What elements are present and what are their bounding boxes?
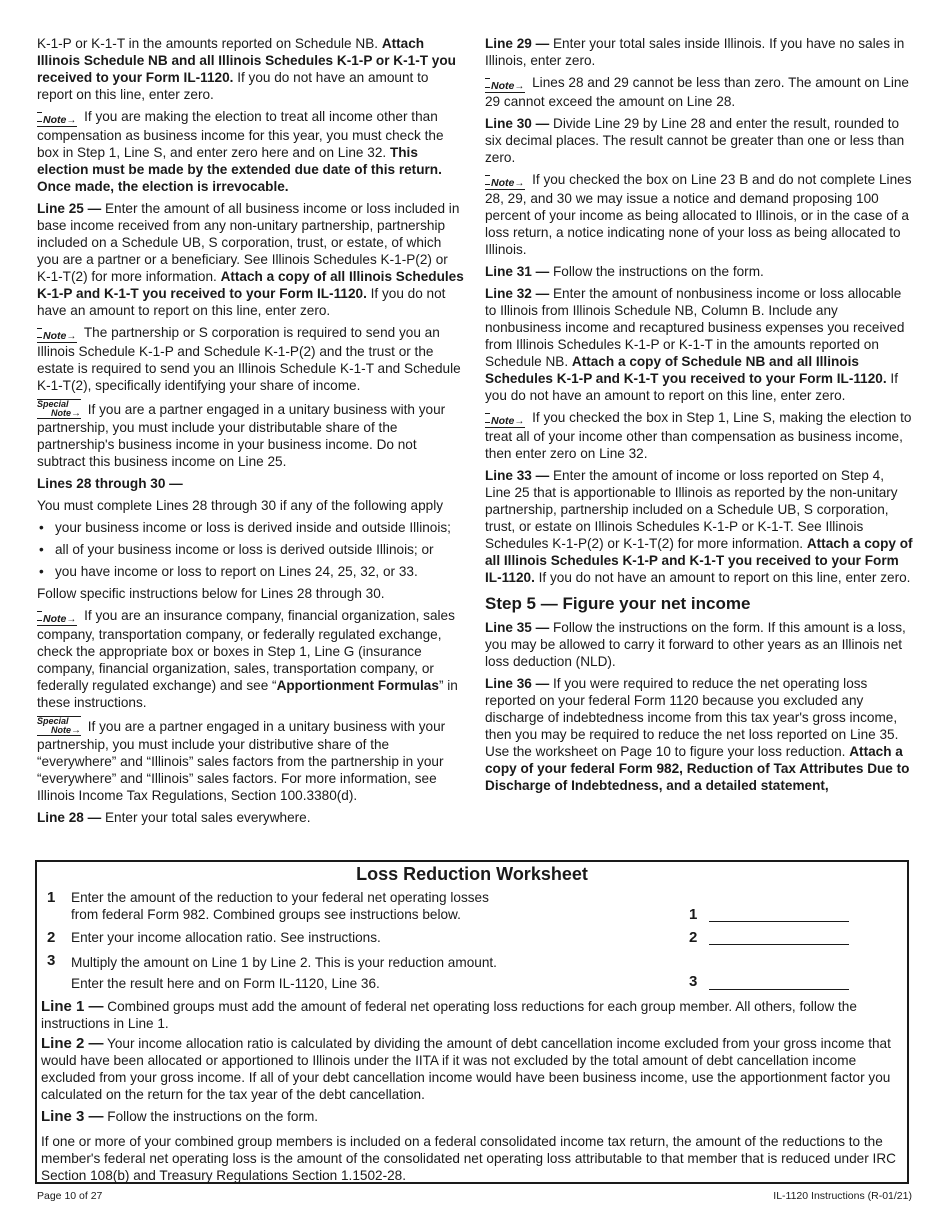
note-lines-28-29: Note→ Lines 28 and 29 cannot be less than zero. The amount on Line 29 cannot exceed the amount on Line 28. [485, 75, 909, 109]
lines-28-30-heading: Lines 28 through 30 — [37, 476, 183, 491]
paragraph-schedule-nb: K-1-P or K-1-T in the amounts reported on Schedule NB. Attach Illinois Schedule NB and all Illinois Schedules K-1-P or K-1-T you received to your Form IL-1120. If you do not have an amount to report on this line, enter zero. [37, 36, 456, 102]
note-insurance: Note→ If you are an insurance company, financial organization, sales company, transportation company, or federally regulated exchange, check the appropriate box or boxes in Step 1, Line G (insurance company, financial organization, sales, transportation company, or federally regulated exchange) and see “Apportionment Formulas” in these instructions. [37, 608, 458, 710]
worksheet-line-1-note: Line 1 — Combined groups must add the amount of federal net operating loss reductions for each group member. All others, follow the instructions in Line 1. [41, 998, 857, 1031]
special-note-icon: Special Note→ [37, 399, 81, 419]
worksheet-title: Loss Reduction Worksheet [356, 864, 588, 884]
form-revision: IL-1120 Instructions (R-01/21) [773, 1190, 912, 1202]
line-31-instructions: Line 31 — Follow the instructions on the form. [485, 264, 764, 279]
bullet-list [37, 519, 465, 580]
line-33-instructions: Line 33 — Enter the amount of income or loss reported on Step 4, Line 25 that is apportionable to Illinois as reported by the non-unitary partnership, partnership included on a Schedule UB, S corporation, trust, or estate on Illinois Schedules K-1-P or K-1-T. See Illinois Schedules K-1-P(2) or K-1-T(2) for more information. Attach a copy of all Illinois Schedules K-1-P and K-1-T you received to your Form IL-1120. If you do not have an amount to report on this line, enter zero. [485, 468, 913, 585]
left-column [37, 35, 465, 831]
page-number: Page 10 of 27 [37, 1190, 103, 1202]
step-5-heading: Step 5 — Figure your net income [485, 594, 751, 613]
list-item: • you have income or loss to report on Lines 24, 25, 32, or 33. [37, 563, 465, 580]
special-note-unitary: Special Note→ If you are a partner engaged in a unitary business with your partnership, you must include your distributable share of the partnership's business income in your business income. Do not subtract this business income on Line 25. [37, 399, 446, 469]
note-line-s: Note→ If you checked the box in Step 1, Line S, making the election to treat all of your income other than compensation as business income, then enter zero on Line 32. [485, 410, 912, 461]
worksheet-line-2-note: Line 2 — Your income allocation ratio is calculated by dividing the amount of debt cancellation income excluded from your gross income that would have been allocated or apportioned to Illinois under the IITA if it was not excluded by the total amount of debt cancellation income excluded from your gross income. If all of your debt cancellation income would have been business income, use the apportionment factor you calculated on the return for the tax year of the debt cancellation. [41, 1035, 891, 1102]
note-icon: Note→ [37, 113, 77, 127]
note-partnership: Note→ The partnership or S corporation is required to send you an Illinois Schedule K-1-P and Schedule K-1-P(2) and the trust or the estate is required to send you an Illinois Schedule K-1-T and Schedule K-1-T(2), specifically identifying your share of income. [37, 325, 461, 393]
line-35-instructions: Line 35 — Follow the instructions on the form. If this amount is a loss, you may be allowed to carry it forward to other years as an Illinois net loss deduction (NLD). [485, 620, 906, 669]
line-29-instructions: Line 29 — Enter your total sales inside Illinois. If you have no sales in Illinois, enter zero. [485, 36, 905, 68]
follow-instructions: Follow specific instructions below for Lines 28 through 30. [37, 586, 385, 601]
list-item: • your business income or loss is derived inside and outside Illinois; [37, 519, 465, 536]
line-3-input[interactable] [709, 989, 849, 990]
worksheet-combined-group-note: If one or more of your combined group members is included on a federal consolidated income tax return, the amount of the reductions to the member's federal net operating loss is the amount of the consolidated net operating loss attributable to that member that is reduced under IRC Section 108(b) and Treasury Regulations Section 1.1502-28. [41, 1134, 896, 1183]
note-icon: Note→ [485, 79, 525, 93]
loss-reduction-worksheet: Loss Reduction Worksheet 1 Enter the amount of the reduction to your federal net operating losses from federal Form 982. Combined groups see instructions below. 1 2 Enter your income allocation ratio. See instructions. 2 3 Multiply the amount on Line 1 by Line 2. This is your reduction amount. Enter the result here and on Form IL-1120, Line 36. 3 Line 1 — Combined groups must add the amount of federal net operating loss reductions for each group member. All others, follow the instructions in Line 1. Line 2 — Your income allocation ratio is calculated by dividing the amount of debt cancellation income excluded from your gross income that would have been allocated or apportioned to Illinois under the IITA if it was not excluded by the total amount of debt cancellation income excluded from your gross income. If all of your debt cancellation income would have been business income, use the apportionment factor you calculated on the return for the tax year of the debt cancellation. Line 3 — Follow the instructions on the form. If one or more of your combined group members is included on a federal consolidated income tax return, the amount of the reductions to the member's federal net operating loss is the amount of the consolidated net operating loss attributable to that member that is reduced under IRC Section 108(b) and Treasury Regulations Section 1.1502-28. [35, 860, 909, 1184]
right-column [485, 35, 913, 799]
list-item: • all of your business income or loss is derived outside Illinois; or [37, 541, 465, 558]
line-1-input[interactable] [709, 921, 849, 922]
line-32-instructions: Line 32 — Enter the amount of nonbusiness income or loss allocable to Illinois from Illinois Schedule NB, Column B. Include any nonbusiness income and recaptured business expenses you received from Illinois Schedules K-1-P or K-1-T in the amounts reported on Schedule NB. Attach a copy of Schedule NB and all Illinois Schedules K-1-P and K-1-T you received to your Form IL-1120. If you do not have an amount to report on this line, enter zero. [485, 286, 905, 403]
line-25-instructions: Line 25 — Enter the amount of all business income or loss included in base income received from any non-unitary partnership, partnership included on a Schedule UB, S corporation, trust, or estate, of which you are a partner or a beneficiary. See Illinois Schedules K-1-P(2) or K-1-T(2) for more information. Attach a copy of all Illinois Schedules K-1-P and K-1-T you received to your Form IL-1120. If you do not have an amount to report on this line, enter zero. [37, 201, 464, 318]
note-icon: Note→ [37, 612, 77, 626]
line-36-instructions: Line 36 — If you were required to reduce the net operating loss reported on your federal Form 1120 because you excluded any discharge of indebtedness income from this tax year's gross income, then you may be required to reduce the net loss reported on Line 35. Use the worksheet on Page 10 to figure your loss reduction. Attach a copy of your federal Form 982, Reduction of Tax Attributes Due to Discharge of Indebtedness, and a detailed statement, [485, 676, 910, 793]
special-note-icon: Special Note→ [37, 716, 81, 736]
note-line-23b: Note→ If you checked the box on Line 23 B and do not complete Lines 28, 29, and 30 we may issue a notice and demand proposing 100 percent of your income as being allocated to Illinois, or in the case of a loss return, a notice indicating none of your loss as being allocated to Illinois. [485, 172, 912, 257]
note-icon: Note→ [485, 414, 525, 428]
line-30-instructions: Line 30 — Divide Line 29 by Line 28 and enter the result, rounded to six decimal places. The result cannot be greater than one or less than zero. [485, 116, 905, 165]
line-28-instructions: Line 28 — Enter your total sales everywhere. [37, 810, 311, 825]
lines-28-30-intro: You must complete Lines 28 through 30 if any of the following apply [37, 498, 444, 513]
note-icon: Note→ [37, 329, 77, 343]
note-election: Note→ If you are making the election to treat all income other than compensation as business income for this year, you must check the box in Step 1, Line S, and enter zero here and on Line 32. This election must be made by the extended due date of this return. Once made, the election is irrevocable. [37, 109, 444, 194]
worksheet-line-3-note: Line 3 — Follow the instructions on the form. [41, 1108, 319, 1125]
line-2-input[interactable] [709, 944, 849, 945]
special-note-sales-factors: Special Note→ If you are a partner engaged in a unitary business with your partnership, you must include your distributive share of the “everywhere” and “Illinois” sales factors from the partnership in your “everywhere” and “Illinois” sales factors. For more information, see Illinois Income Tax Regulations, Section 100.3380(d). [37, 716, 446, 803]
note-icon: Note→ [485, 176, 525, 190]
